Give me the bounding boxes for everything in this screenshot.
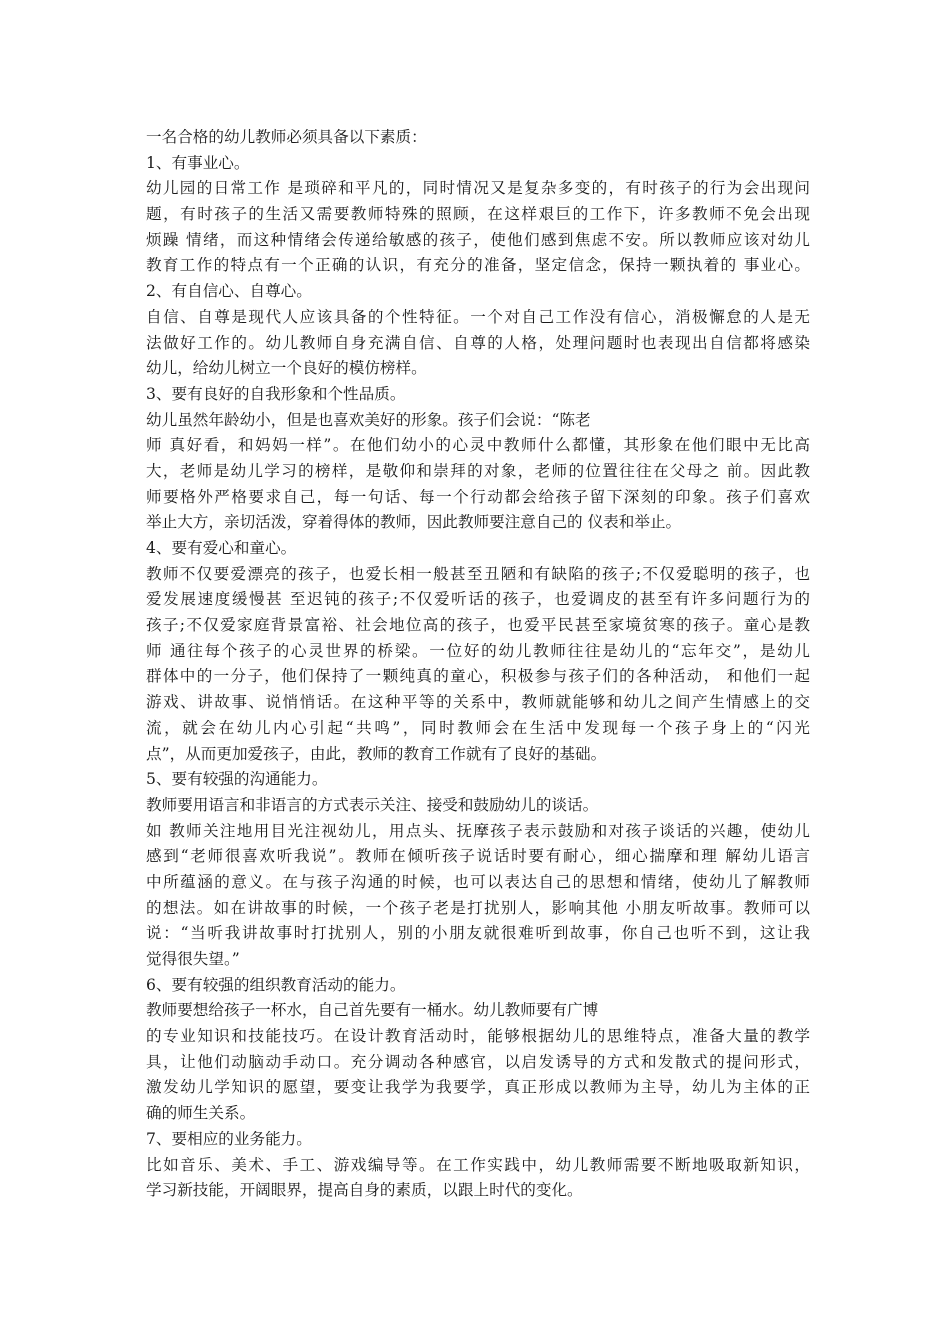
text-line: 法做好工作的。幼儿教师自身充满自信、自尊的人格，处理问题时也表现出自信都将感染 [146, 333, 810, 352]
text-line: 学习新技能，开阔眼界，提高自身的素质，以跟上时代的变化。 [146, 1181, 583, 1200]
text-line: 觉得很失望。” [146, 950, 240, 968]
text-line: 3、要有良好的自我形象和个性品质。 [146, 384, 406, 403]
text-line: 教师要用语言和非语言的方式表示关注、接受和鼓励幼儿的谈话。 [146, 795, 599, 814]
text-line: 幼儿园的日常工作 是琐碎和平凡的，同时情况又是复杂多变的，有时孩子的行为会出现问 [146, 179, 810, 198]
text-line: 比如音乐、美术、手工、游戏编导等。在工作实践中，幼儿教师需要不断地吸取新知识， [146, 1155, 810, 1174]
text-line: 幼儿，给幼儿树立一个良好的模仿榜样。 [146, 359, 427, 378]
text-line: 爱发展速度缓慢甚 至迟钝的孩子;不仅爱听话的孩子，也爱调皮的甚至有许多问题行为的 [146, 590, 810, 609]
text-line: 群体中的一分子，他们保持了一颗纯真的童心，积极参与孩子们的各种活动， 和他们一起 [146, 667, 810, 686]
text-line: 如 教师关注地用目光注视幼儿，用点头、抚摩孩子表示鼓励和对孩子谈话的兴趣，使幼儿 [146, 821, 810, 840]
text-line: 教师要想给孩子一杯水，自己首先要有一桶水。幼儿教师要有广博 [146, 1001, 599, 1020]
text-line: 确的师生关系。 [146, 1104, 256, 1123]
document-body [146, 125, 810, 1204]
text-line: 烦躁 情绪，而这种情绪会传递给敏感的孩子，使他们感到焦虑不安。所以教师应该对幼儿 [146, 230, 810, 249]
text-line: 7、要相应的业务能力。 [146, 1129, 312, 1148]
text-line: 幼儿虽然年龄幼小，但是也喜欢美好的形象。孩子们会说：“陈老 [146, 410, 591, 429]
text-line: 中所蕴涵的意义。在与孩子沟通的时候，也可以表达自己的思想和情绪，使幼儿了解教师 [146, 872, 810, 891]
text-line: 具，让他们动脑动手动口。充分调动各种感官，以启发诱导的方式和发散式的提问形式， [146, 1052, 810, 1071]
text-line: 的想法。如在讲故事的时候，一个孩子老是打扰别人，影响其他 小朋友听故事。教师可以 [146, 898, 810, 917]
text-line: 大，老师是幼儿学习的榜样，是敬仰和崇拜的对象，老师的位置往往在父母之 前。因此教 [146, 461, 810, 480]
text-line: 游戏、讲故事、说悄悄话。在这种平等的关系中，教师就能够和幼儿之间产生情感上的交 [146, 693, 810, 712]
text-line: 5、要有较强的沟通能力。 [146, 770, 328, 789]
text-line: 4、要有爱心和童心。 [146, 539, 297, 557]
text-line: 教育工作的特点有一个正确的认识，有充分的准备，坚定信念，保持一颗执着的 事业心。 [146, 256, 810, 275]
text-line: 孩子;不仅爱家庭背景富裕、社会地位高的孩子，也爱平民甚至家境贫寒的孩子。童心是教 [146, 616, 810, 635]
text-line: 感到“老师很喜欢听我说”。教师在倾听孩子说话时要有耐心，细心揣摩和理 解幼儿语言 [146, 847, 810, 866]
text-line: 师 真好看，和妈妈一样”。在他们幼小的心灵中教师什么都懂，其形象在他们眼中无比高 [146, 436, 810, 455]
text-line: 举止大方，亲切活泼，穿着得体的教师，因此教师要注意自己的 仪表和举止。 [146, 513, 682, 532]
text-line: 激发幼儿学知识的愿望，要变让我学为我要学，真正形成以教师为主导，幼儿为主体的正 [146, 1078, 810, 1097]
text-line: 教师不仅要爱漂亮的孩子，也爱长相一般甚至丑陋和有缺陷的孩子;不仅爱聪明的孩子，也 [146, 564, 810, 583]
text-line: 2、有自信心、自尊心。 [146, 282, 312, 301]
text-line: 题，有时孩子的生活又需要教师特殊的照顾，在这样艰巨的工作下，许多教师不免会出现 [146, 205, 810, 224]
text-line: 的专业知识和技能技巧。在设计教育活动时，能够根据幼儿的思维特点，准备大量的教学 [146, 1027, 810, 1046]
text-line: 点”，从而更加爱孩子，由此，教师的教育工作就有了良好的基础。 [146, 744, 607, 763]
text-line: 师要格外严格要求自己，每一句话、每一个行动都会给孩子留下深刻的印象。孩子们喜欢 [146, 487, 810, 506]
text-line: 自信、自尊是现代人应该具备的个性特征。一个对自己工作没有信心，消极懈怠的人是无 [146, 307, 810, 326]
text-line: 一名合格的幼儿教师必须具备以下素质： [146, 128, 427, 146]
text-line: 6、要有较强的组织教育活动的能力。 [146, 975, 406, 994]
text-line: 1、有事业心。 [146, 153, 250, 172]
text-line: 说：“当听我讲故事时打扰别人，别的小朋友就很难听到故事，你自己也听不到，这让我 [146, 924, 810, 943]
text-line: 师 通往每个孩子的心灵世界的桥梁。一位好的幼儿教师往往是幼儿的“忘年交”，是幼儿 [146, 641, 810, 660]
text-line: 流，就会在幼儿内心引起“共鸣”，同时教师会在生活中发现每一个孩子身上的“闪光 [146, 718, 810, 737]
